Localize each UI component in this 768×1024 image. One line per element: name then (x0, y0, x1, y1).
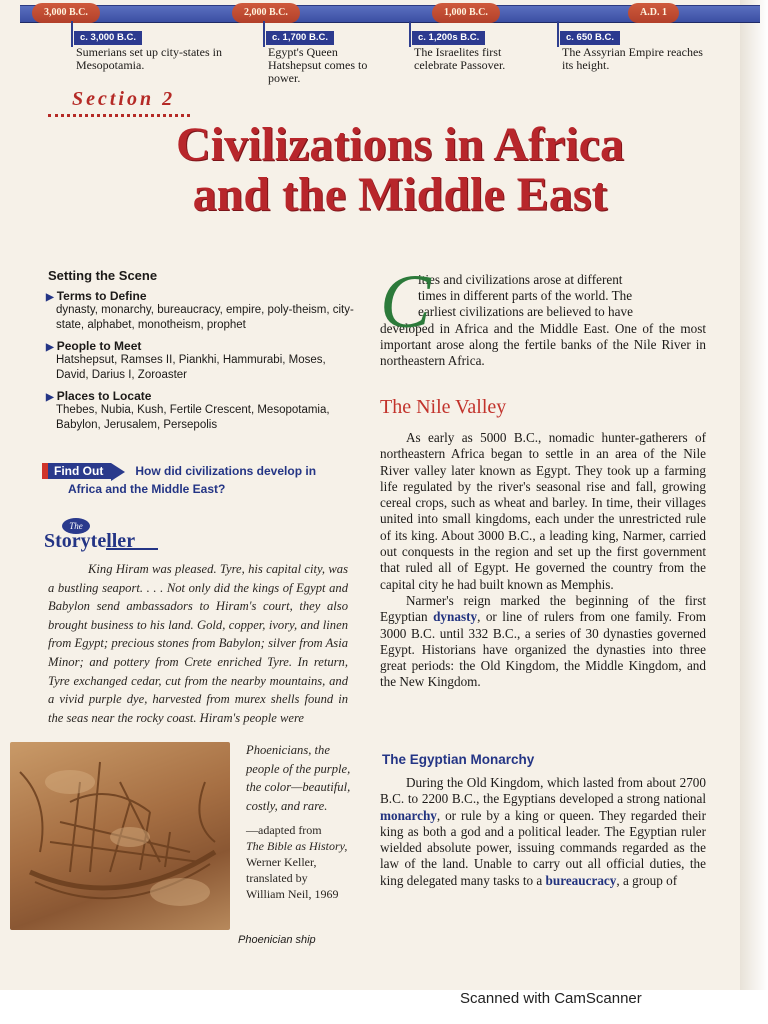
timeline-stem (409, 21, 411, 47)
nile-valley-body (380, 430, 706, 691)
triangle-bullet-icon: ▶ (46, 342, 54, 353)
page-title (100, 120, 700, 220)
story-continued: Phoenicians, the people of the purple, the color—beautiful, costly, and rare. (246, 743, 351, 813)
setting-the-scene (38, 268, 358, 433)
find-out-question-1: How did civilizations develop in (135, 464, 317, 478)
triangle-bullet-icon: ▶ (46, 292, 54, 303)
intro-rest: developed in Africa and the Middle East. One of the most important arose along the fertile banks of the Nile River in northeastern Africa. (380, 320, 706, 369)
term-dynasty[interactable]: dynasty (433, 609, 478, 625)
storyteller-the: The (62, 518, 90, 534)
monarchy-body (380, 775, 706, 889)
phoenician-ship-image (10, 742, 230, 930)
nile-valley-heading: The Nile Valley (380, 396, 507, 418)
citation-line-4: translated by (246, 871, 308, 885)
timeline-date: c. 3,000 B.C. (74, 31, 142, 45)
places-label: Places to Locate (56, 389, 152, 403)
monarchy-before: During the Old Kingdom, which lasted from about 2700 B.C. to 2200 B.C., the Egyptians developed a strong national (380, 775, 706, 807)
timeline-event (560, 27, 710, 72)
timeline-event (412, 27, 542, 72)
places-heading (46, 389, 358, 403)
page-edge (740, 0, 768, 990)
nile-paragraph-2 (380, 593, 706, 691)
citation-line-1: —adapted from (246, 823, 322, 837)
timeline-date: c. 1,200s B.C. (412, 31, 485, 45)
people-list: Hatshepsut, Ramses II, Piankhi, Hammurabi, Moses, David, Darius I, Zoroaster (56, 354, 326, 381)
timeline-tick: 2,000 B.C. (232, 3, 300, 23)
drop-cap: C (380, 260, 431, 344)
nile-p2-after: , or line of rulers from one family. From 3000 B.C. until 332 B.C., a series of 30 dynasties governed Egypt. Historians have organized the dynasties into three great periods: the Old Kingdom, the Middle Kingdom, and the New Kingdom. (380, 609, 706, 690)
find-out (42, 462, 352, 496)
timeline-date: c. 650 B.C. (560, 31, 620, 45)
terms-block (46, 289, 358, 333)
intro-paragraph (380, 260, 706, 369)
citation (246, 822, 366, 902)
timeline-text: Sumerians set up city-states in Mesopotamia. (76, 45, 222, 72)
setting-the-scene-heading: Setting the Scene (48, 268, 158, 283)
egyptian-monarchy-heading: The Egyptian Monarchy (382, 752, 535, 767)
section-dotted-rule (48, 114, 190, 117)
timeline-text: The Israelites first celebrate Passover. (414, 45, 506, 72)
timeline-text: Egypt's Queen Hatshepsut comes to power. (268, 45, 368, 85)
ship-relief-illustration (10, 742, 230, 930)
intro-line-2: times in different parts of the world. The (418, 288, 633, 304)
title-line-1: Civilizations in Africa (176, 118, 624, 171)
timeline-stem (71, 21, 73, 47)
term-bureaucracy[interactable]: bureaucracy (545, 872, 617, 888)
find-out-badge: Find Out (42, 463, 111, 479)
citation-book-title: The Bible as History, (246, 839, 348, 853)
citation-translator: William Neil, 1969 (246, 887, 339, 901)
storyteller-rule (106, 548, 158, 550)
monarchy-after: , a group of (616, 872, 678, 888)
places-block (46, 389, 358, 433)
terms-label: Terms to Define (56, 289, 147, 303)
storyteller-word: Storyteller (44, 530, 136, 552)
people-heading (46, 339, 358, 353)
find-out-question-2: Africa and the Middle East? (68, 482, 226, 496)
timeline-tick: 3,000 B.C. (32, 3, 100, 23)
camscanner-watermark: Scanned with CamScanner (460, 990, 642, 1007)
terms-heading (46, 289, 358, 303)
people-block (46, 339, 358, 383)
section-label: Section 2 (72, 88, 176, 110)
nile-paragraph-1: As early as 5000 B.C., nomadic hunter-gatherers of northeastern Africa began to settle in an area of the Nile River valley later known as Egypt. They took up a farming life regulated by the river's seasonal rise and fall, growing cereal crops, such as wheat and barley. In time, their villages united into small kingdoms, each under the unrestricted rule of its king. About 3000 B.C., a leading king, Narmer, carried out conquests in the region and set up the first government that ruled all of Egypt. He governed the country from the capital city he had built known as Memphis. (380, 430, 706, 592)
terms-list: dynasty, monarchy, bureaucracy, empire, poly-theism, city-state, alphabet, monotheism, prophet (56, 304, 354, 331)
triangle-bullet-icon: ▶ (46, 392, 54, 403)
intro-line-3: earliest civilizations are believed to have (418, 304, 633, 320)
monarchy-paragraph (380, 775, 706, 889)
people-label: People to Meet (56, 339, 142, 353)
citation-book (246, 838, 366, 854)
timeline-tick: A.D. 1 (628, 3, 679, 23)
timeline-date: c. 1,700 B.C. (266, 31, 334, 45)
timeline-event (74, 27, 234, 72)
image-caption: Phoenician ship (238, 934, 316, 946)
term-monarchy[interactable]: monarchy (380, 807, 437, 823)
monarchy-middle: , or rule by a king or queen. They regarded their king as both a god and a political leader. The Egyptian ruler wielded absolute power, issuing commands regarded as the law of the land. Unable to carry out all official duties, the king delegated many tasks to a (380, 807, 706, 888)
timeline-tick: 1,000 B.C. (432, 3, 500, 23)
timeline-text: The Assyrian Empire reaches its height. (562, 45, 703, 72)
nile-p2-before: Narmer's reign marked the beginning of the first Egyptian (380, 592, 706, 625)
timeline-stem (263, 21, 265, 47)
timeline-stem (557, 21, 559, 47)
intro-line-1: ities and civilizations arose at different (418, 272, 623, 287)
places-list: Thebes, Nubia, Kush, Fertile Crescent, Mesopotamia, Babylon, Jerusalem, Persepolis (56, 404, 330, 431)
title-line-2: and the Middle East (192, 168, 608, 221)
citation-author: Werner Keller, (246, 855, 317, 869)
story-text: King Hiram was pleased. Tyre, his capital city, was a bustling seaport. . . . Not only did the kings of Egypt and Babylon send ambassadors to Hiram's court, they also brought business to his land. Gold, copper, ivory, and linen from Egypt; precious stones from Babylon; silver from Asia Minor; and pottery from Crete enriched Tyre. In return, Tyre exchanged cedar, cut from the nearby mountains, and a vivid purple dye, harvested from murex shells found in the seas near the rocky coast. Hiram's people were (48, 562, 348, 725)
timeline-event (266, 27, 376, 85)
